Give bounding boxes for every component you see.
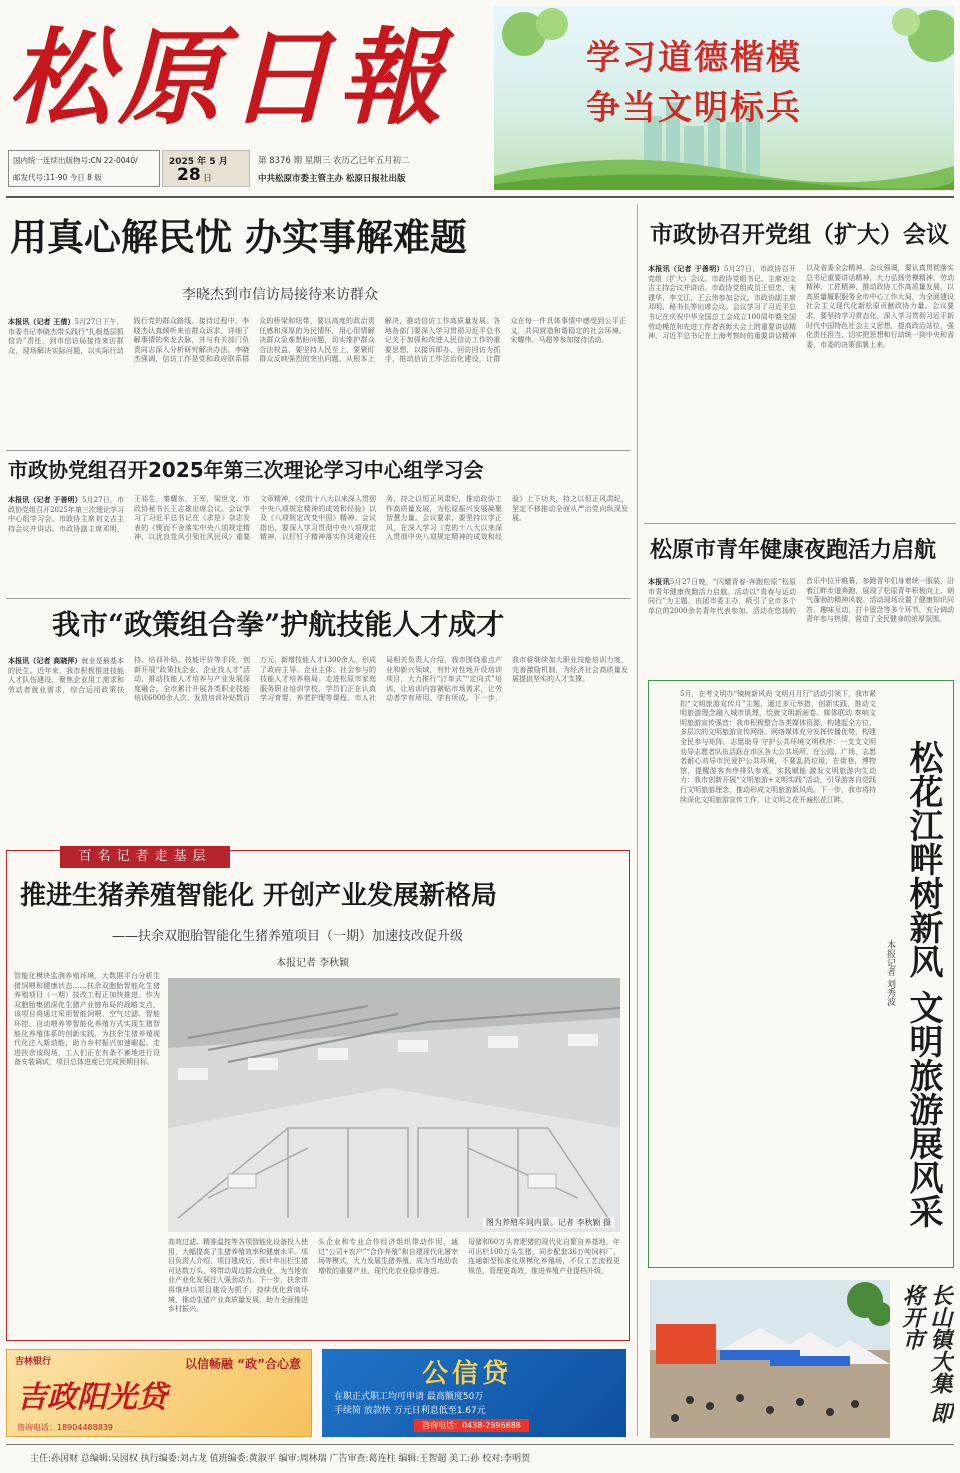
masthead bbox=[0, 0, 960, 196]
banner-line-2: 争当文明标兵 bbox=[586, 88, 802, 128]
feature-body-mid1: 头企业和专业合作经济组织带动作用，通过“公司+农户”“合作养殖”和自建现代化屠宰场等模式，大力发展生猪养殖，成为当地助农增收的重要产业，现代化农业稳步推进。 bbox=[318, 1238, 458, 1275]
ad-right-line1: 在职正式职工均可申请 最高额度50万 bbox=[334, 1392, 484, 1402]
ad-left-phone: 咨询电话：18904488839 bbox=[17, 1423, 113, 1432]
masthead-info-box bbox=[8, 150, 160, 187]
ad-left-slogan: 以信畅融 “政”合心意 bbox=[185, 1357, 301, 1371]
lead-byline: 本报讯（记者 王倩） bbox=[8, 317, 75, 326]
divider-lead bbox=[6, 450, 630, 451]
ad-right-line2: 手续简 放款快 万元日利息低至1.67元 bbox=[334, 1406, 486, 1416]
pig-barn-illustration bbox=[168, 978, 620, 1232]
banner-line-1: 学习道德楷模 bbox=[586, 38, 802, 78]
culture-headline: 松花江畔树新风 文明旅游展风采 bbox=[903, 740, 943, 1228]
cppcc-byline: 本报讯（记者 于善明） bbox=[648, 264, 724, 273]
feature-kicker-text: 百名记者走基层 bbox=[78, 849, 212, 864]
feature-subhead: ——扶余双胞胎智能化生猪养殖项目（一期）加速技改促升级 bbox=[112, 929, 464, 944]
divider-theory bbox=[6, 598, 630, 599]
skills-body bbox=[8, 656, 628, 841]
lead-headline: 用真心解民忧 办实事解难题 bbox=[10, 216, 467, 259]
nightrun-byline: 本报讯 bbox=[648, 577, 670, 586]
feature-photo bbox=[168, 978, 620, 1232]
ad-left-bank-name: 吉林银行 bbox=[15, 1357, 52, 1367]
skills-byline: 本报讯（记者 高晓萍） bbox=[8, 656, 82, 665]
culture-body: 5月，在考文明办“镜树新风尚 文明月月行”活动引领下，我市紧扣“文明旅游宣传月”主题，通过多元举措，创新实践，推动文明旅游理念融入城市肌理，绘就文明新画卷。媒体联动 奏响文明旅游宣传强音：我市积极整合各类媒体资源，构建起全方位、多层次的文明旅游宣传网络。网络媒体充分发挥传播优势，构建全民参与矩阵。志愿助导 守护公共环境文明秩序：一支支文明劝导志愿者队伍活跃在市区各大公共场所，在公园、广场、志愿者耐心劝导市民爱护公共环境，不要乱扔垃圾，在街巷，博物馆，提醒游客有序排队参观。实践赋能 激发文明旅游内生动力：我市创新开展“文明旅游+文明实践”活动，引导游客自觉践行文明旅游理念，推动形成文明旅游新风尚。下一步，我市将持续深化文明旅游宣传工作，让文明之花开遍松花江畔。 bbox=[680, 690, 876, 804]
footer-rule bbox=[6, 1444, 954, 1445]
ad-right-phone: 咨询电话：0438-2896888 bbox=[414, 1419, 529, 1432]
registration-line-2: 邮发代号:11-90 今日 8 版 bbox=[13, 173, 102, 182]
market-illustration bbox=[650, 1280, 890, 1438]
theory-headline: 市政协党组召开2025年第三次理论学习中心组学习会 bbox=[8, 458, 484, 482]
lead-subhead: 李晓杰到市信访局接待来访群众 bbox=[182, 287, 378, 303]
lead-body bbox=[8, 317, 626, 447]
cppcc-text: 5月27日，市政协召开党组（扩大）会议。市政协党组书记、主席刘文吉主持会议并讲话。市政协党组成员王恒忠、宋建华、李文江、王云伟参加会议。市政协副主席邓明、秘书长等出席会议。会议学习了习近平总书记在庆祝中华全国总工会成立100周年暨全国劳动模范和先进工作者表彰大会上的重要讲话精神，习近平总书记在上海考察时的重要讲话精神以及省委全会精神。会议强调，要认真贯彻落实总书记重要讲话精神，大力弘扬劳模精神、劳动精神、工匠精神，推动政协工作高质量发展，以高质量履职服务全市中心工作大局，为全面建设社会主义现代化新松原贡献政协力量。会议要求，要坚持学习常态化，深入学习贯彻习近平新时代中国特色社会主义思想，提高政治站位，强化责任担当，切实把思想和行动统一到中央和省委、市委的决策部署上来。 bbox=[648, 264, 954, 349]
ad-jilin-bank bbox=[6, 1349, 312, 1437]
skills-headline: 我市“政策组合拳”护航技能人才成才 bbox=[52, 608, 505, 641]
date-box bbox=[162, 150, 250, 187]
date-day-unit: 日 bbox=[203, 174, 213, 184]
feature-byline: 本报记者 李秋颖 bbox=[276, 958, 350, 969]
right-column-rule bbox=[637, 204, 638, 1436]
feature-body-left: 智能化模块监测养殖环境，大数据平台分析生猪饲喂和健康状态……扶余双胞胎智能化生猪养殖项目（一期）技改工程正加快推进。作为双胞胎集团深化生猪产业链布局的战略支点，该项目将通过采用智能饲喂、空气过滤、智能环控、自动喂养等智能化养殖方式实现生猪智能化养殖体系的创新实践，为扶余生猪养殖现代化注入新动能，助力乡村振兴加速崛起。走进扶余该现场，工人们正在有条不紊地进行设备安装调试，项目总体进度已完成预期目标。 bbox=[14, 972, 160, 1067]
masthead-title: 松原日報 bbox=[8, 16, 449, 139]
nightrun-headline: 松原市青年健康夜跑活力启航 bbox=[650, 537, 937, 563]
nightrun-body bbox=[648, 577, 954, 671]
lead-text: 5月27日下午，市委书记李晓杰带头践行“扎根基层抓信访”责任，到市信访局接待来访群众，现场解决实际问题，以实际行动践行党的群众路线。接待过程中，李晓杰认真倾听来访群众诉求，详细了解事情的来龙去脉，并与有关部门负责同志深入分析研究解决办法。李晓杰强调，信访工作是党和政府联系群众的桥梁和纽带，要以高度的政治责任感和深厚的为民情怀，用心用情解决群众急难愁盼问题，切实维护群众合法权益，要坚持人民至上，要紧盯群众反映强烈的突出问题，从根本上解决，推动信访工作高质量发展。各地各部门要深入学习贯彻习近平总书记关于加强和改进人民信访工作的重要思想，以接诉即办、回访回访为抓手，推动信访工作法治化建设，让群众在每一件具体事情中感受到公平正义，共同营造和谐稳定的社会环境。宋耀伟、马超等参加接待活动。 bbox=[8, 317, 626, 364]
ad-gongxin-loan bbox=[322, 1349, 626, 1437]
feature-photo-caption: 图为养殖车间内景。记者 李秋颖 摄 bbox=[483, 1217, 614, 1228]
footer-credits: 主任:孙国财 总编辑:吴园权 执行编委:刘占龙 值班编委:黄淑平 编审:周林瑞 广告审查:葛连柱 编辑:王智超 美工:孙 校对:李明贺 bbox=[30, 1454, 531, 1464]
theory-body bbox=[8, 495, 628, 595]
divider-cppcc bbox=[644, 523, 956, 524]
skills-text: 就业是最基本的民生。近年来，我市积极推进技能人才队伍建设，聚焦企业用工需求和劳动者就业需求，综合运用政策扶持、培训补贴、技能评价等手段，创新开展“政策找企业、企业找人才”活动，推动技能人才培养与产业发展深度融合。全市累计开展各类职业技能培训6000余人次，发放培训补贴数百万元，新增技能人才1300余人，形成了政府主导、企业主体、社会参与的技能人才培养格局。走进松原市家庭服务职业培训学校，学员们正在认真学习育婴、养老护理等课程。市人社局相关负责人介绍，我市围绕重点产业和新兴领域，有针对性地开设培训项目，大力推行“订单式”“定向式”培训，让培训内容紧贴市场需求，让劳动者学有所用、学有所成。下一步，我市将继续加大职业技能培训力度，完善激励机制，为经济社会高质量发展提供坚实的人才支撑。 bbox=[8, 656, 628, 703]
feature-body-mid2: 母猪和60万头育肥猪的现代化自繁自养基地，年可出栏100万头生猪，同步配套36万吨饲料厂，连通新型标准化规模化养殖场，不仅工艺流程更规范，管理更高效，推进养殖产业提档升级。 bbox=[468, 1238, 620, 1275]
date-day: 28 bbox=[177, 165, 201, 185]
cppcc-body bbox=[648, 264, 954, 516]
date-year-month: 2025 年 5 月 bbox=[169, 157, 228, 167]
nightrun-text: 5月27日晚，“闪耀青春·奔跑松原”松原市青年健康夜跑活力启航。活动以“青春与运动同行”为主题，由团市委主办，吸引了全市多个单位的2000余名青年代表参加。活动在悠扬的音乐中拉开帷幕，参跑青年们身着统一服装，沿着江畔步道奔跑，展现了松原青年积极向上、朝气蓬勃的精神风貌。活动现场设置了健康知识问答、趣味互动、打卡留念等多个环节，充分调动青年参与热情，营造了全民健身的浓厚氛围。 bbox=[648, 577, 954, 624]
ad-right-brand: 公信贷 bbox=[422, 1359, 513, 1389]
registration-line-1: 国内统一连续出版物号:CN 22-0040/ bbox=[13, 156, 138, 165]
theory-byline: 本报讯（记者 于善明） bbox=[8, 495, 82, 504]
ad-left-brand: 吉政阳光贷 bbox=[17, 1380, 167, 1415]
culture-byline: 本报记者 刘秀波 bbox=[885, 940, 895, 1006]
cppcc-headline: 市政协召开党组（扩大）会议 bbox=[650, 221, 949, 248]
masthead-rule bbox=[6, 196, 954, 198]
publisher-line: 中共松原市委主管主办 松原日报社出版 bbox=[258, 174, 406, 184]
feature-kicker bbox=[60, 846, 230, 868]
issue-line: 第 8376 期 星期三 农历乙巳年五月初二 bbox=[258, 156, 410, 166]
market-caption: 长山镇大集 即将开市 bbox=[899, 1284, 953, 1424]
market-photo bbox=[650, 1280, 890, 1438]
feature-body-right: 高效过滤、精准温控等各项智能化设备投入使用，大幅提高了生猪养殖效率和健康水平。项目负责人介绍，项目建成后，预计年出栏生猪可达数万头，将带动周边群众就业，为当地农业产业化发展注入强劲动力。下一步，扶余市将继续以项目建设为抓手，持续优化营商环境，推动生猪产业高质量发展，助力全面推进乡村振兴。 bbox=[168, 1238, 308, 1314]
civility-banner bbox=[494, 6, 954, 190]
feature-headline: 推进生猪养殖智能化 开创产业发展新格局 bbox=[20, 881, 498, 911]
theory-text: 5月27日，市政协党组召开2025年第三次理论学习中心组学习会。市政协主席刘文吉主持会议并讲话。市政协副主席邓明，王祁生，秦耀东，王军，梁世文，市政协秘书长王志雄出席会议。会议学习了习近平总书记在《求是》杂志发表的《锲而不舍落实中央八项规定精神，以优良党风引领社风民风》重要文章精神，《党的十八大以来深入贯彻中央八项规定精神的成效和经验》以及《八项规定改变中国》精神。会议指出，要深入学习贯彻中央八项规定精神，以钉钉子精神落实作风建设任务，持之以恒正风肃纪，推动政协工作高质量发展，为松原振兴发展凝聚智慧力量。会议要求，要坚持以学正风，在深入学习《党的十八大以来深入贯彻中央八项规定精神的成效和经验》上下功夫，持之以恒正风肃纪，坚定不移推动全面从严治党向纵深发展。 bbox=[8, 495, 628, 542]
